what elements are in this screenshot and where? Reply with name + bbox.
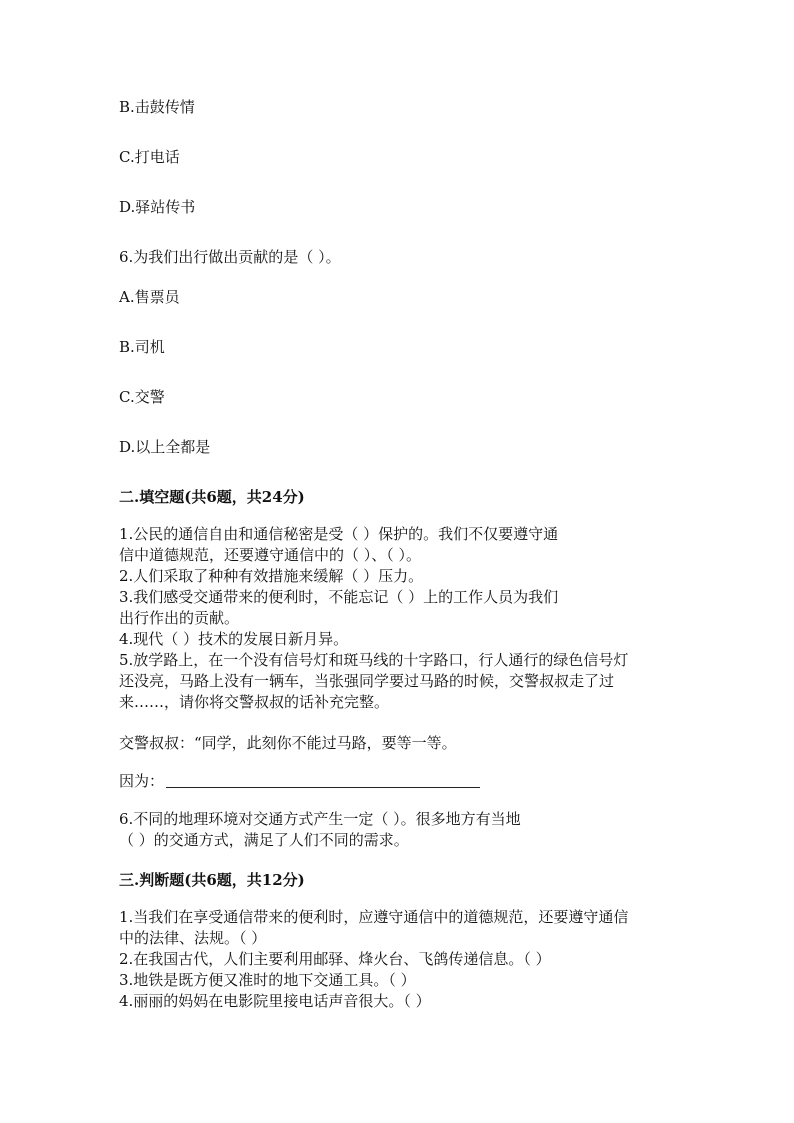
fill-q3: [119, 587, 679, 629]
fill-q2: [119, 566, 679, 587]
fill-q1-line-1: 1.公民的通信自由和通信秘密是受（ ）保护的。我们不仅要遵守通: [119, 525, 559, 543]
fill-q4: [119, 629, 679, 650]
judge-q3: [119, 970, 679, 991]
judge-q4-line: 4.丽丽的妈妈在电影院里接电话声音很大。（ ）: [119, 992, 431, 1010]
fill-q5-line-2: 还没亮，马路上没有一辆车，当张强同学要过马路的时候，交警叔叔走了过: [119, 672, 615, 690]
q6-option-b: B.司机: [119, 338, 165, 356]
fill-q3-line-2: 出行作出的贡献。: [119, 609, 240, 627]
fill-q5-answer-row: [119, 770, 480, 791]
choice-q6-stem: 6.为我们出行做出贡献的是（ ）。: [119, 248, 341, 266]
judge-q1-line-1: 1.当我们在享受通信带来的便利时，应遵守通信中的道德规范，还要遵守通信: [119, 908, 629, 926]
q5-option-c: C.打电话: [119, 148, 180, 166]
fill-q3-line-1: 3.我们感受交通带来的便利时，不能忘记（ ）上的工作人员为我们: [119, 588, 559, 606]
judge-q4: [119, 991, 679, 1012]
fill-q5-line-3: 来……，请你将交警叔叔的话补充完整。: [119, 693, 390, 711]
q6-option-d: D.以上全都是: [119, 438, 211, 456]
answer-blank-line: [166, 786, 480, 788]
fill-q6: [119, 809, 679, 851]
fill-q4-line: 4.现代（ ）技术的发展日新月异。: [119, 630, 349, 648]
judge-q1: [119, 907, 679, 949]
fill-q6-line-1: 6.不同的地理环境对交通方式产生一定（ ）。很多地方有当地: [119, 810, 521, 828]
fill-q1: [119, 524, 679, 566]
fill-q2-line: 2.人们采取了种种有效措施来缓解（ ）压力。: [119, 567, 424, 585]
judge-q1-line-2: 中的法律、法规。（ ）: [119, 929, 267, 947]
fill-q5-line-1: 5.放学路上，在一个没有信号灯和斑马线的十字路口，行人通行的绿色信号灯: [119, 651, 629, 669]
judge-section-heading: 三.判断题(共6题，共12分): [119, 871, 305, 889]
fill-q5: [119, 650, 679, 713]
fill-q5-quote: 交警叔叔：“同学，此刻你不能过马路，要等一等。: [119, 734, 457, 752]
q5-option-b: B.击鼓传情: [119, 98, 195, 116]
q6-option-a: A.售票员: [119, 288, 180, 306]
judge-q2: [119, 949, 679, 970]
q6-option-c: C.交警: [119, 388, 165, 406]
fill-q1-line-2: 信中道德规范，还要遵守通信中的（ ）、（ ）。: [119, 546, 422, 564]
fill-section-heading: 二.填空题(共6题，共24分): [119, 488, 305, 506]
judge-q3-line: 3.地铁是既方便又准时的地下交通工具。（ ）: [119, 971, 416, 989]
fill-q6-line-2: （ ）的交通方式，满足了人们不同的需求。: [119, 831, 409, 849]
q5-option-d: D.驿站传书: [119, 198, 196, 216]
fill-q5-because-label: 因为：: [119, 772, 165, 790]
judge-q2-line: 2.在我国古代，人们主要利用邮驿、烽火台、飞鸽传递信息。（ ）: [119, 950, 551, 968]
